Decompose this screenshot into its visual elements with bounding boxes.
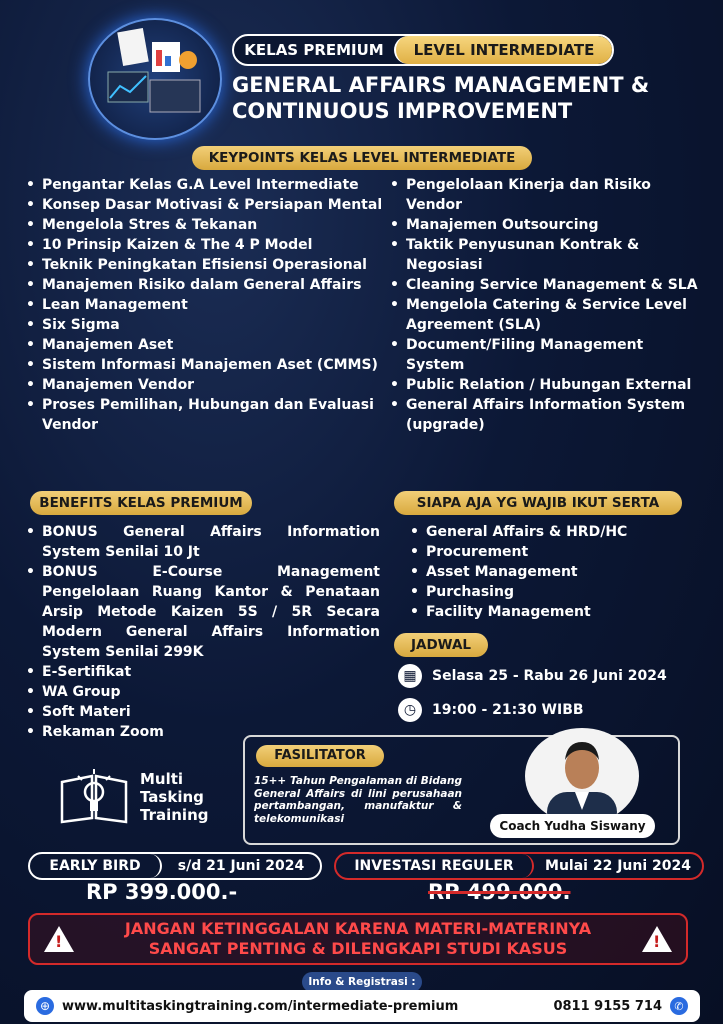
laptop-dashboard-graphic [88,18,222,140]
keypoint-item: • Pengelolaan Kinerja dan Risiko Vendor [386,175,706,215]
title-line-2: CONTINUOUS IMPROVEMENT [232,99,573,123]
warning-line-1: JANGAN KETINGGALAN KARENA MATERI-MATERINYA [124,919,592,938]
clock-icon: ◷ [398,698,422,722]
benefit-item: • E-Sertifikat [22,662,380,682]
website-link[interactable]: www.multitaskingtraining.com/intermediate-premium [62,998,459,1014]
tag-level-intermediate: LEVEL INTERMEDIATE [394,36,612,64]
benefit-item: • Soft Materi [22,702,380,722]
globe-icon: ⊕ [36,997,54,1015]
header-tag-group [232,34,614,66]
benefits-heading: BENEFITS KELAS PREMIUM [30,491,252,515]
keypoint-item: • Proses Pemilihan, Hubungan dan Evaluasi Vendor [22,395,390,435]
warning-text [125,919,591,959]
benefit-item: • WA Group [22,682,380,702]
page-title [232,72,712,124]
benefit-item: • BONUS General Affairs Information System Senilai 10 Jt [22,522,380,562]
facilitator-description: 15++ Tahun Pengalaman di Bidang General Affairs di lini perusahaan pertambangan, manufaktur & telekomunikasi [254,775,462,825]
keypoint-item: • Teknik Peningkatan Efisiensi Operasional [22,255,390,275]
brand-line-3: Training [140,806,209,824]
keypoint-item: • Taktik Penyusunan Kontrak & Negosiasi [386,235,706,275]
schedule-date: Selasa 25 - Rabu 26 Juni 2024 [432,668,667,684]
calendar-icon: ▦ [398,664,422,688]
keypoints-heading: KEYPOINTS KELAS LEVEL INTERMEDIATE [192,146,532,170]
warning-icon-right: ! [642,926,672,952]
keypoint-item: • Cleaning Service Management & SLA [386,275,706,295]
schedule-heading: JADWAL [394,633,488,657]
title-line-1: GENERAL AFFAIRS MANAGEMENT & [232,73,650,97]
keypoint-item: • Konsep Dasar Motivasi & Persiapan Mental [22,195,390,215]
audience-item: • Facility Management [406,602,706,622]
url-row[interactable] [36,997,458,1015]
keypoint-item: • Manajemen Vendor [22,375,390,395]
schedule-time: 19:00 - 21:30 WIBB [432,702,584,718]
benefit-item: • BONUS E-Course Management Pengelolaan Ruang Kantor & Penataan Arsip Metode Kaizen 5S / 5R Secara Modern General Affairs Information System Senilai 299K [22,562,380,662]
phone-icon: ✆ [670,997,688,1015]
keypoint-item: • Mengelola Catering & Service Level Agreement (SLA) [386,295,706,335]
phone-row[interactable] [553,997,688,1015]
regular-group [334,852,704,880]
early-bird-price: RP 399.000.- [86,880,238,904]
keypoint-item: • Document/Filing Management System [386,335,706,375]
coach-name: Coach Yudha Siswany [490,814,655,838]
regular-price: RP 499.000. [428,880,571,904]
keypoint-item: • Manajemen Aset [22,335,390,355]
coach-portrait [525,728,639,824]
early-bird-label: EARLY BIRD [30,854,162,878]
keypoints-right-list [386,175,706,435]
keypoint-item: • Manajemen Risiko dalam General Affairs [22,275,390,295]
keypoint-item: • Mengelola Stres & Tekanan [22,215,390,235]
schedule-time-row [398,698,584,722]
regular-label: INVESTASI REGULER [336,854,534,878]
keypoint-item: • Sistem Informasi Manajemen Aset (CMMS) [22,355,390,375]
brand-line-2: Tasking [140,788,204,806]
keypoint-item: • General Affairs Information System (upgrade) [386,395,706,435]
facilitator-heading: FASILITATOR [256,745,384,767]
early-bird-group [28,852,322,880]
phone-number[interactable]: 0811 9155 714 [553,998,662,1014]
keypoint-item: • Six Sigma [22,315,390,335]
audience-heading: SIAPA AJA YG WAJIB IKUT SERTA [394,491,682,515]
keypoint-item: • Pengantar Kelas G.A Level Intermediate [22,175,390,195]
early-bird-deadline: s/d 21 Juni 2024 [177,858,305,874]
audience-list [406,522,706,622]
book-lightbulb-icon [58,768,130,826]
warning-banner [28,913,688,965]
audience-item: • General Affairs & HRD/HC [406,522,706,542]
benefit-item: • Rekaman Zoom [22,722,380,742]
audience-item: • Procurement [406,542,706,562]
warning-icon-left: ! [44,926,74,952]
warning-line-2: SANGAT PENTING & DILENGKAPI STUDI KASUS [148,939,568,958]
info-label: Info & Registrasi : [302,972,422,992]
keypoint-item: • 10 Prinsip Kaizen & The 4 P Model [22,235,390,255]
audience-item: • Asset Management [406,562,706,582]
brand-logo [58,768,208,826]
keypoint-item: • Manajemen Outsourcing [386,215,706,235]
brand-line-1: Multi [140,770,184,788]
coach-photo [525,728,639,824]
tag-kelas-premium: KELAS PREMIUM [244,41,384,59]
keypoints-left-list [22,175,390,435]
benefits-list [22,522,380,742]
schedule-date-row [398,664,667,688]
audience-item: • Purchasing [406,582,706,602]
brand-text [140,770,208,824]
regular-start: Mulai 22 Juni 2024 [545,858,691,874]
keypoint-item: • Public Relation / Hubungan External [386,375,706,395]
keypoint-item: • Lean Management [22,295,390,315]
footer-bar [24,990,700,1022]
